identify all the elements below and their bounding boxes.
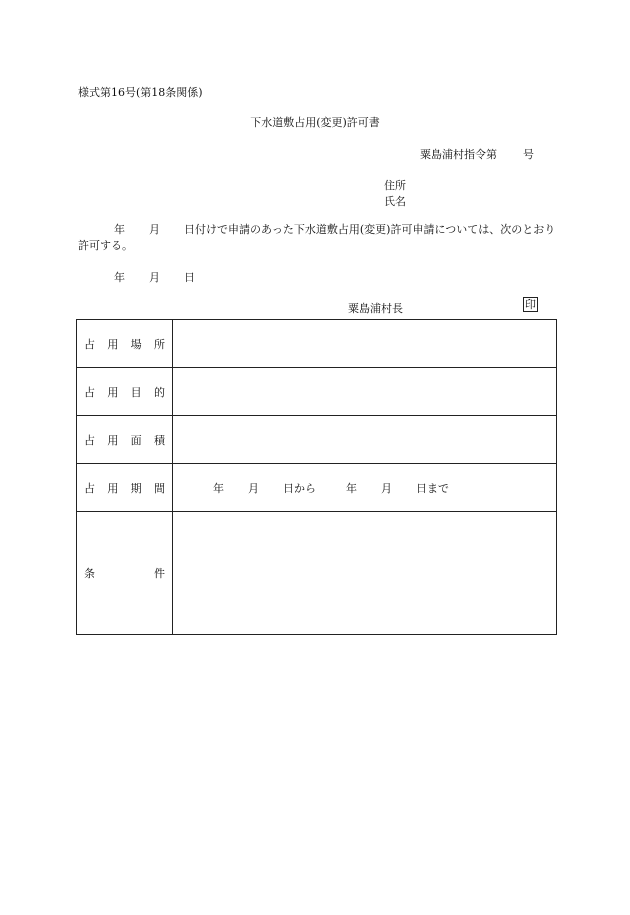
area-row (77, 416, 557, 464)
area-label: 占 用 面 積 (77, 416, 173, 464)
area-value-cell[interactable] (173, 416, 557, 464)
period-from-month: 月 (248, 481, 259, 495)
permit-number (420, 146, 534, 162)
issue-year: 年 (114, 271, 125, 284)
body-month: 月 (149, 223, 160, 236)
period-to-year: 年 (346, 481, 357, 495)
address-label: 住所 (384, 179, 406, 192)
conditions-value-cell[interactable] (173, 512, 557, 635)
body-text: 日付けで申請のあった下水道敷占用(変更)許可申請については、次のとおり許可する。 (78, 223, 556, 252)
issuer-name: 粟島浦村長 (348, 302, 403, 315)
name-label: 氏名 (384, 195, 406, 208)
period-row (77, 464, 557, 512)
issue-date (114, 269, 195, 285)
permit-number-prefix: 粟島浦村指令第 (420, 148, 497, 161)
purpose-row (77, 368, 557, 416)
place-row (77, 320, 557, 368)
seal-mark: 印 (525, 298, 536, 311)
issue-month: 月 (149, 271, 160, 284)
place-label: 占 用 場 所 (77, 320, 173, 368)
body-paragraph (78, 222, 558, 254)
purpose-value-cell[interactable] (173, 368, 557, 416)
purpose-label: 占 用 目 的 (77, 368, 173, 416)
permit-number-suffix: 号 (523, 148, 534, 161)
issue-day: 日 (184, 271, 195, 284)
body-year: 年 (114, 223, 125, 236)
form-number-label: 様式第16号(第18条関係) (78, 86, 203, 99)
period-from-year: 年 (213, 481, 224, 495)
document-title: 下水道敷占用(変更)許可書 (250, 116, 380, 129)
permit-details-table (76, 319, 557, 635)
period-to-day: 日まで (416, 481, 449, 495)
place-value-cell[interactable] (173, 320, 557, 368)
conditions-label: 条 件 (77, 512, 173, 635)
period-value-cell[interactable] (173, 464, 557, 512)
period-to-month: 月 (381, 481, 392, 495)
conditions-row (77, 512, 557, 635)
period-from-day: 日から (283, 481, 316, 495)
period-label: 占 用 期 間 (77, 464, 173, 512)
